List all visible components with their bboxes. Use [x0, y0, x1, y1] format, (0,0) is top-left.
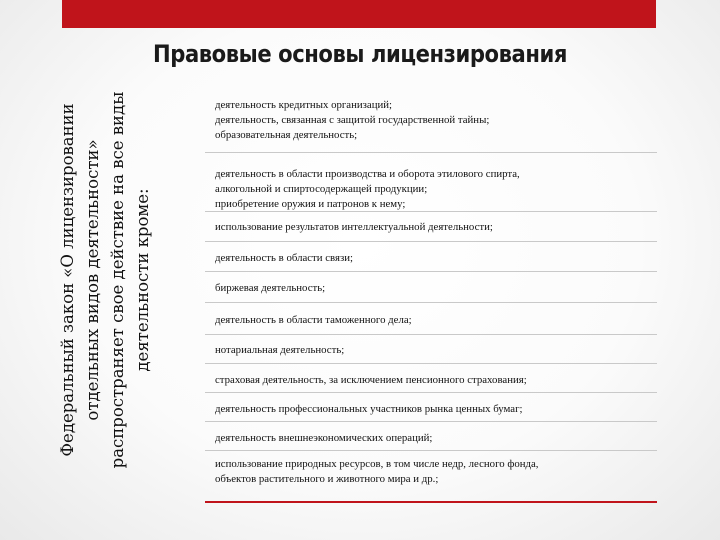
list-item-line: деятельность в области таможенного дела; — [215, 314, 412, 326]
list-item — [205, 92, 657, 153]
list-item — [205, 272, 657, 303]
list-item — [205, 153, 657, 212]
list-item — [205, 335, 657, 364]
list-item-line: деятельность в области производства и оборота этилового спирта, — [215, 168, 520, 180]
list-item-line: деятельность профессиональных участников рынка ценных бумаг; — [215, 403, 523, 415]
list-item-line: использование природных ресурсов, в том числе недр, лесного фонда, — [215, 458, 539, 470]
list-item-line: страховая деятельность, за исключением пенсионного страхования; — [215, 374, 527, 386]
list-item-line: нотариальная деятельность; — [215, 344, 345, 356]
list-item-line: деятельность кредитных организаций; — [215, 99, 393, 111]
list-item-line: приобретение оружия и патронов к нему; — [215, 198, 406, 210]
list-item — [205, 393, 657, 422]
exceptions-list — [205, 92, 657, 503]
side-caption: Федеральный закон «О лицензировании отдельных видов деятельности» распространяет свое действие на все виды деятельности кроме: — [58, 91, 152, 469]
list-item — [205, 364, 657, 393]
list-item — [205, 212, 657, 242]
list-item — [205, 303, 657, 335]
list-item — [205, 422, 657, 451]
list-item-line: образовательная деятельность; — [215, 129, 358, 141]
list-item-line: объектов растительного и животного мира и др.; — [215, 473, 439, 485]
list-item-line: биржевая деятельность; — [215, 282, 326, 294]
list-item — [205, 451, 657, 503]
list-item — [205, 242, 657, 272]
list-item-line: использование результатов интеллектуальной деятельности; — [215, 221, 493, 233]
slide-title: Правовые основы лицензирования — [153, 40, 567, 68]
accent-bar — [62, 0, 656, 28]
list-item-line: деятельность, связанная с защитой государственной тайны; — [215, 114, 490, 126]
list-item-line: деятельность в области связи; — [215, 252, 353, 264]
list-item-line: алкогольной и спиртосодержащей продукции; — [215, 183, 428, 195]
list-item-line: деятельность внешнеэкономических операций; — [215, 432, 433, 444]
